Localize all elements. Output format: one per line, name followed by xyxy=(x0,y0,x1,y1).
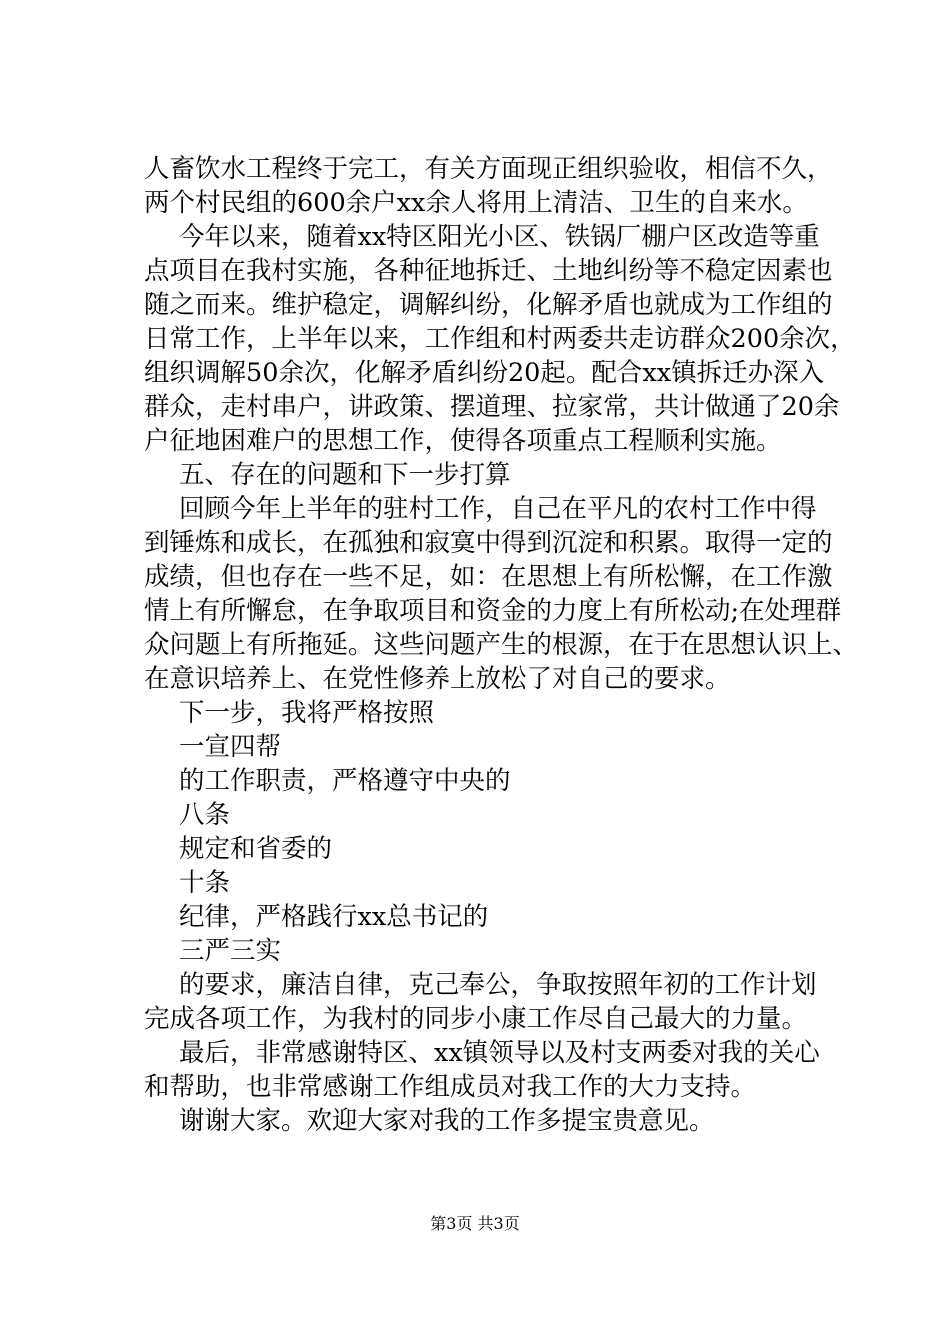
text-line: 的要求，廉洁自律，克己奉公，争取按照年初的工作计划 xyxy=(179,970,817,1000)
text-line: 众问题上有所拖延。这些问题产生的根源，在于在思想认识上、 xyxy=(144,630,859,660)
text-line: 一宣四帮 xyxy=(179,732,282,762)
text-line: 随之而来。维护稳定，调解纠纷，化解矛盾也就成为工作组的 xyxy=(144,290,833,320)
text-line: 群众，走村串户，讲政策、摆道理、拉家常，共计做通了20余 xyxy=(144,392,840,422)
text-line: 成绩，但也存在一些不足，如：在思想上有所松懈，在工作激 xyxy=(144,562,833,592)
text-line: 规定和省委的 xyxy=(179,834,333,864)
text-line: 完成各项工作，为我村的同步小康工作尽自己最大的力量。 xyxy=(144,1004,808,1034)
text-line: 最后，非常感谢特区、xx镇领导以及村支两委对我的关心 xyxy=(179,1038,820,1068)
text-line: 在意识培养上、在党性修养上放松了对自己的要求。 xyxy=(144,664,731,694)
text-line: 八条 xyxy=(179,800,231,830)
text-line: 日常工作，上半年以来，工作组和村两委共走访群众200余次， xyxy=(144,324,856,354)
page-number: 第3页 共3页 xyxy=(430,1214,520,1233)
text-line: 组织调解50余次，化解矛盾纠纷20起。配合xx镇拆迁办深入 xyxy=(144,358,825,388)
text-line: 十条 xyxy=(179,868,231,898)
text-line: 点项目在我村实施，各种征地拆迁、土地纠纷等不稳定因素也 xyxy=(144,256,833,286)
page-footer xyxy=(0,1214,950,1234)
text-line: 人畜饮水工程终于完工，有关方面现正组织验收，相信不久， xyxy=(144,154,833,184)
section-heading: 五、存在的问题和下一步打算 xyxy=(179,460,511,490)
document-body xyxy=(144,152,859,1138)
text-line: 户征地困难户的思想工作，使得各项重点工程顺利实施。 xyxy=(144,426,782,456)
text-line: 和帮助，也非常感谢工作组成员对我工作的大力支持。 xyxy=(144,1072,757,1102)
text-line: 谢谢大家。欢迎大家对我的工作多提宝贵意见。 xyxy=(179,1106,715,1136)
text-line: 情上有所懈怠，在争取项目和资金的力度上有所松动;在处理群 xyxy=(144,596,842,626)
text-line: 今年以来，随着xx特区阳光小区、铁锅厂棚户区改造等重 xyxy=(179,222,820,252)
text-line: 的工作职责，严格遵守中央的 xyxy=(179,766,511,796)
text-line: 两个村民组的600余户xx余人将用上清洁、卫生的自来水。 xyxy=(144,188,808,218)
text-line: 纪律，严格践行xx总书记的 xyxy=(179,902,489,932)
text-line: 到锤炼和成长，在孤独和寂寞中得到沉淀和积累。取得一定的 xyxy=(144,528,833,558)
text-line: 下一步，我将严格按照 xyxy=(179,698,435,728)
text-line: 三严三实 xyxy=(179,936,282,966)
text-line: 回顾今年上半年的驻村工作，自己在平凡的农村工作中得 xyxy=(179,494,817,524)
